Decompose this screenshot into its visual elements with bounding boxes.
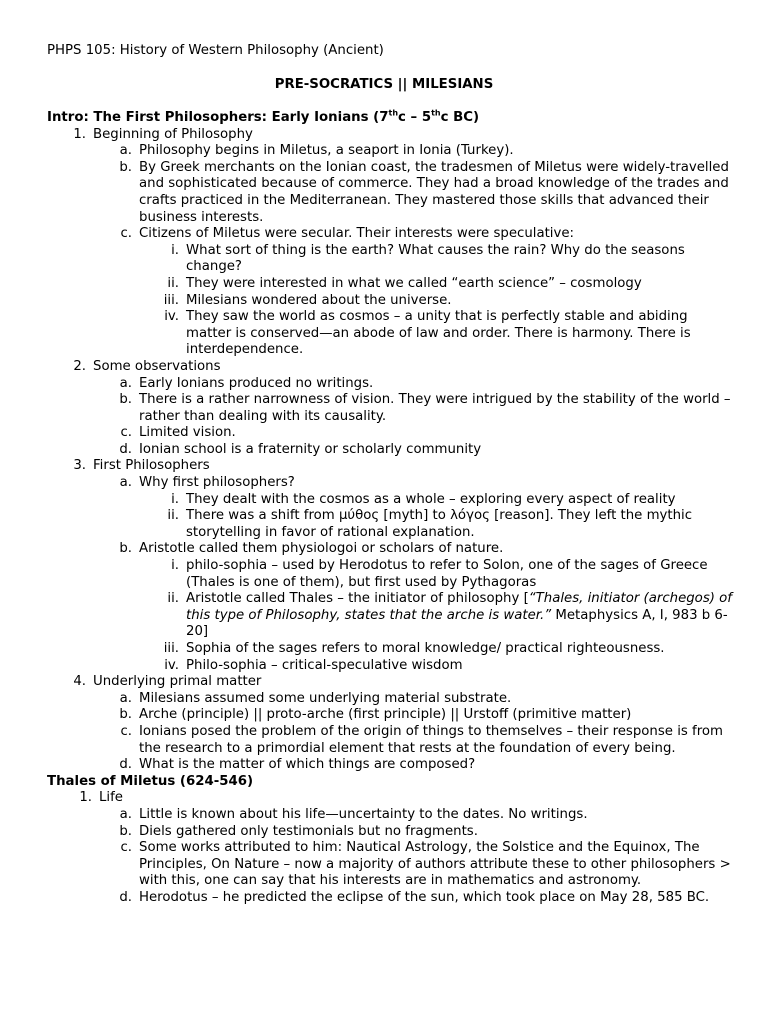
outline-item: b. There is a rather narrowness of vision. They were intrigued by the stability of the world – rather than dealing with its causality. (119, 392, 731, 424)
outline-item: 1. Life (79, 790, 123, 806)
outline-item: iv. They saw the world as cosmos – a unity that is perfectly stable and abiding matter is conserved—an abode of law and order. There is harmony. There is interdependence. (164, 309, 691, 358)
thales-heading: Thales of Miletus (624-546) (47, 773, 254, 789)
course-header: PHPS 105: History of Western Philosophy (Ancient) (47, 43, 384, 58)
outline-item: a. Milesians assumed some underlying material substrate. (119, 690, 512, 706)
outline-item: iii. Milesians wondered about the universe. (163, 292, 452, 308)
outline-item: d. Ionian school is a fraternity or scholarly community (119, 441, 482, 457)
outline-item: 4. Underlying primal matter (73, 674, 262, 690)
outline-item: i. What sort of thing is the earth? What causes the rain? Why do the seasons change? (171, 242, 685, 275)
document-body (47, 110, 737, 907)
outline-item: 2. Some observations (73, 358, 221, 374)
outline-item: iv. Philo-sophia – critical-speculative wisdom (164, 657, 463, 673)
outline-item: 1. Beginning of Philosophy (73, 126, 253, 142)
outline-item: i. philo-sophia – used by Herodotus to refer to Solon, one of the sages of Greece (Thales is one of them), but first used by Pythagoras (171, 558, 708, 590)
outline-item: c. Ionians posed the problem of the origin of things to themselves – their response is from the research to a primordial element that rests at the foundation of every being. (120, 723, 723, 756)
outline-item: d. What is the matter of which things are composed? (119, 757, 476, 773)
outline-item: iii. Sophia of the sages refers to moral knowledge/ practical righteousness. (163, 641, 665, 656)
outline-item: a. Why first philosophers? (119, 475, 295, 491)
outline-item: c. Limited vision. (120, 425, 236, 441)
outline-item: a. Early Ionians produced no writings. (119, 375, 374, 391)
quote-text: “Thales, initiator (archegos) of this type of Philosophy, states that the arche is water.” (186, 591, 732, 623)
document-title: PRE-SOCRATICS || MILESIANS (274, 77, 494, 92)
outline-item: c. Citizens of Miletus were secular. Their interests were speculative: (120, 226, 575, 242)
outline-item: ii. Aristotle called Thales – the initiator of philosophy [“Thales, initiator (archegos) of this type of Philosophy, states that the arche is water.” Metaphysics A, I, 983 b 6-20] (167, 591, 732, 640)
outline-item: a. Philosophy begins in Miletus, a seaport in Ionia (Turkey). (119, 143, 514, 159)
outline-item: ii. They were interested in what we called “earth science” – cosmology (167, 275, 642, 291)
outline-item: 3. First Philosophers (73, 458, 210, 474)
intro-heading: Intro: The First Philosophers: Early Ionians (7thc – 5thc BC) (47, 108, 480, 125)
outline-item: i. They dealt with the cosmos as a whole – exploring every aspect of reality (171, 491, 676, 507)
outline-item: b. Arche (principle) || proto-arche (first principle) || Urstoff (primitive matter) (119, 707, 632, 723)
outline-item: a. Little is known about his life—uncertainty to the dates. No writings. (119, 806, 588, 822)
outline-item: c. Some works attributed to him: Nautical Astrology, the Solstice and the Equinox, The Principles, On Nature – now a majority of authors attribute these to other philosophers > with this, one can say that his interests are in mathematics and astronomy. (120, 840, 731, 889)
outline-item: ii. There was a shift from μύθος [myth] to λόγος [reason]. They left the mythic storytelling in favor of rational explanation. (167, 508, 693, 540)
outline-item: d. Herodotus – he predicted the eclipse of the sun, which took place on May 28, 585 BC. (119, 889, 710, 905)
outline-item: b. Diels gathered only testimonials but no fragments. (119, 823, 478, 839)
outline-item: b. By Greek merchants on the Ionian coast, the tradesmen of Miletus were widely-travelled and sophisticated because of commerce. They had a broad knowledge of the trades and crafts practiced in the Mediterranean. They mastered those skills that advanced their business interests. (119, 159, 729, 225)
outline-item: b. Aristotle called them physiologoi or scholars of nature. (119, 541, 504, 557)
